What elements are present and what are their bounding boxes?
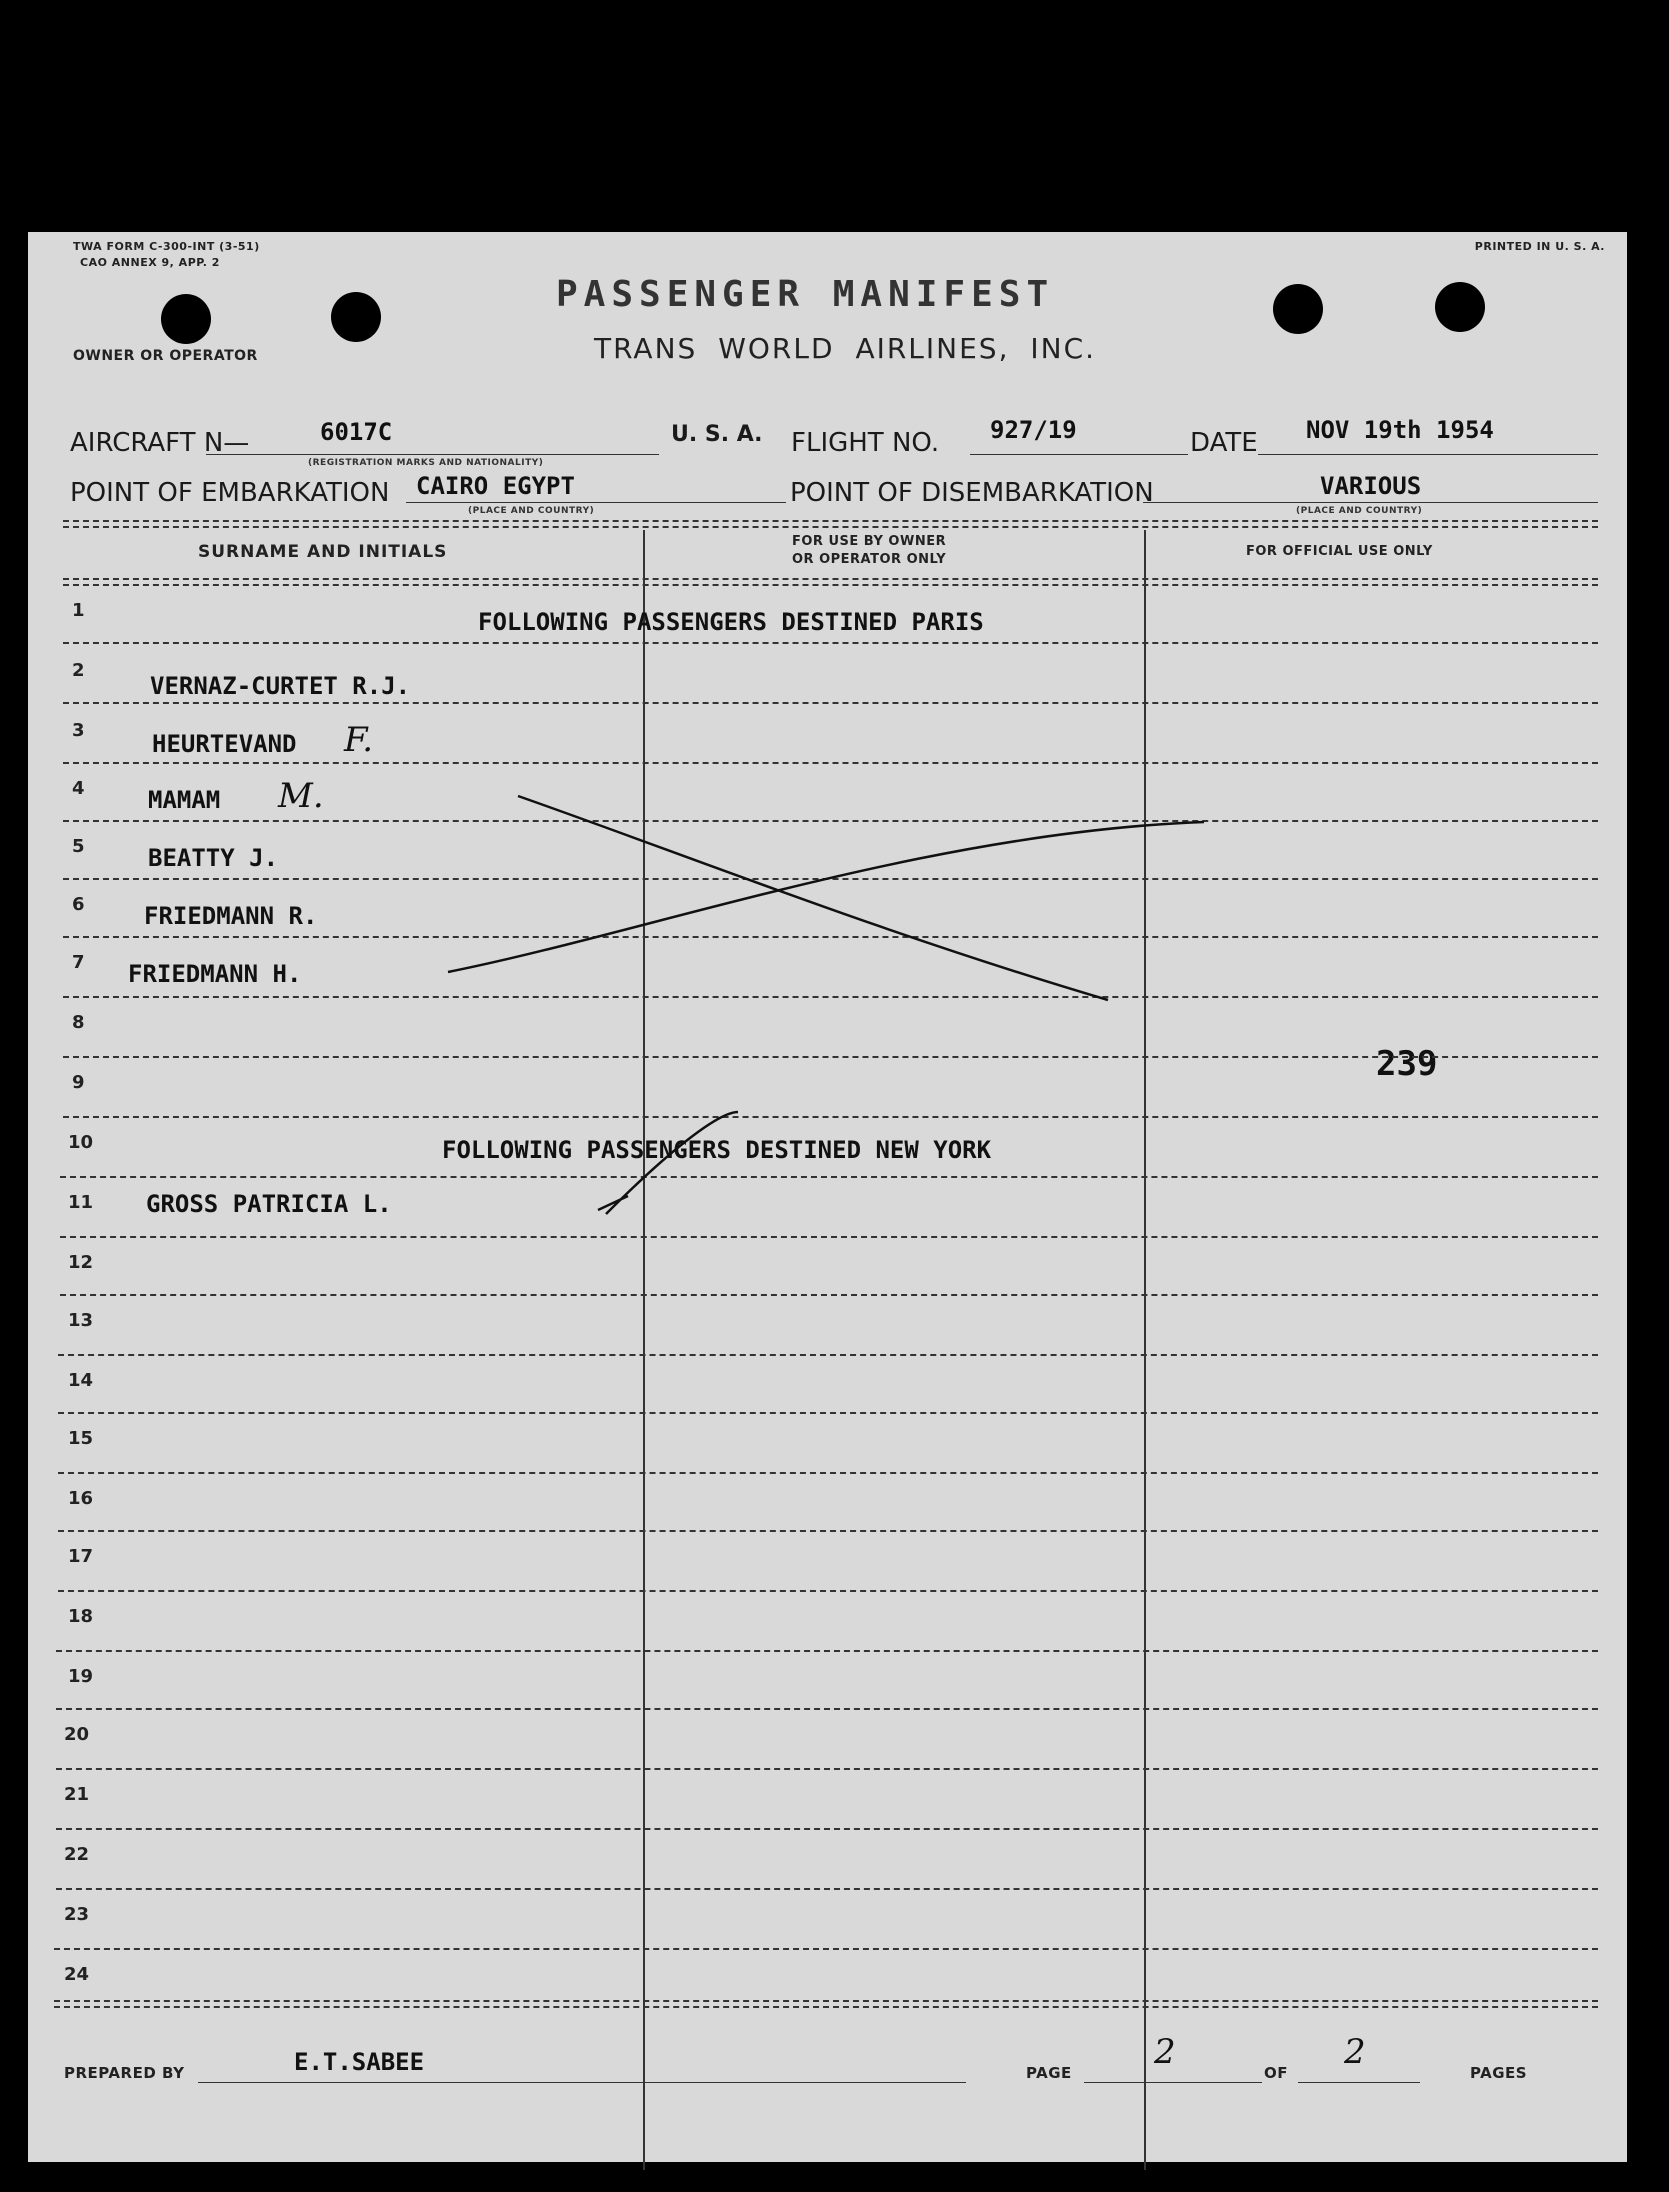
disembarkation-label: POINT OF DISEMBARKATION (790, 478, 1154, 508)
row-number: 20 (64, 1724, 90, 1745)
row-number: 14 (68, 1370, 94, 1391)
row-number: 24 (64, 1964, 90, 1985)
row-number: 7 (72, 952, 85, 973)
registration-caption: (REGISTRATION MARKS AND NATIONALITY) (308, 458, 544, 468)
disembarkation-caption: (PLACE AND COUNTRY) (1296, 506, 1423, 516)
row-number: 19 (68, 1666, 94, 1687)
annex-code: CAO ANNEX 9, APP. 2 (80, 256, 220, 269)
row-number: 11 (68, 1192, 94, 1213)
passenger-name: VERNAZ-CURTET R.J. (150, 672, 411, 700)
strike-line (518, 796, 1108, 1000)
row-number: 21 (64, 1784, 90, 1805)
owner-use-header-2: OR OPERATOR ONLY (792, 552, 947, 567)
row-number: 12 (68, 1252, 94, 1273)
row-number: 3 (72, 720, 85, 741)
aircraft-value: 6017C (320, 418, 393, 446)
form-code: TWA FORM C-300-INT (3-51) (73, 240, 260, 253)
row-number: 18 (68, 1606, 94, 1627)
handwritten-initial: M. (278, 776, 324, 816)
embarkation-value: CAIRO EGYPT (416, 472, 575, 500)
owner-operator-label: OWNER OR OPERATOR (73, 348, 258, 364)
row-number: 1 (72, 600, 85, 621)
passenger-name: BEATTY J. (148, 844, 279, 872)
aircraft-label: AIRCRAFT N— (70, 428, 250, 458)
embarkation-caption: (PLACE AND COUNTRY) (468, 506, 595, 516)
row-number: 4 (72, 778, 85, 799)
row-number: 22 (64, 1844, 90, 1865)
prepared-by-underline (198, 2082, 966, 2083)
row-number: 17 (68, 1546, 94, 1567)
check-mark (598, 1112, 738, 1214)
flight-value: 927/19 (990, 416, 1077, 444)
passenger-name: FRIEDMANN H. (128, 960, 302, 988)
row-number: 2 (72, 660, 85, 681)
passenger-name: FRIEDMANN R. (144, 902, 318, 930)
disembarkation-value: VARIOUS (1320, 472, 1422, 500)
airline-name: TRANS WORLD AIRLINES, INC. (594, 332, 1097, 365)
destination-note-new-york: FOLLOWING PASSENGERS DESTINED NEW YORK (442, 1136, 992, 1164)
row-number: 16 (68, 1488, 94, 1509)
pages-label: PAGES (1470, 2064, 1528, 2082)
row-number: 6 (72, 894, 85, 915)
row-number: 5 (72, 836, 85, 857)
of-value: 2 (1344, 2032, 1366, 2072)
passenger-name: GROSS PATRICIA L. (146, 1190, 392, 1218)
strike-line (448, 822, 1204, 972)
page-value: 2 (1154, 2032, 1176, 2072)
row-number: 23 (64, 1904, 90, 1925)
manifest-sheet (28, 232, 1627, 2162)
row-number: 13 (68, 1310, 94, 1331)
printed-note: PRINTED IN U. S. A. (1474, 240, 1605, 253)
prepared-by-label: PREPARED BY (64, 2064, 185, 2082)
row-number: 9 (72, 1072, 85, 1093)
of-label: OF (1264, 2064, 1288, 2082)
flight-label: FLIGHT NO. (791, 428, 940, 458)
prepared-by-value: E.T.SABEE (294, 2048, 425, 2076)
destination-note-paris: FOLLOWING PASSENGERS DESTINED PARIS (478, 608, 984, 636)
usa-label: U. S. A. (671, 422, 763, 447)
official-use-header: FOR OFFICIAL USE ONLY (1246, 544, 1433, 559)
date-label: DATE (1190, 428, 1258, 458)
of-underline (1298, 2082, 1420, 2083)
owner-use-header-1: FOR USE BY OWNER (792, 534, 947, 549)
handwritten-marks (28, 232, 1627, 2162)
row-number: 15 (68, 1428, 94, 1449)
row-number: 10 (68, 1132, 94, 1153)
handwritten-initial: F. (344, 720, 374, 760)
row-number: 8 (72, 1012, 85, 1033)
page-underline (1084, 2082, 1262, 2083)
page-label: PAGE (1026, 2064, 1072, 2082)
embarkation-label: POINT OF EMBARKATION (70, 478, 390, 508)
surname-column-header: SURNAME AND INITIALS (198, 542, 448, 562)
date-value: NOV 19th 1954 (1306, 416, 1494, 444)
official-number: 239 (1376, 1044, 1438, 1084)
passenger-name: HEURTEVAND (152, 730, 297, 758)
form-title: PASSENGER MANIFEST (556, 274, 1055, 315)
passenger-name: MAMAM (148, 786, 221, 814)
